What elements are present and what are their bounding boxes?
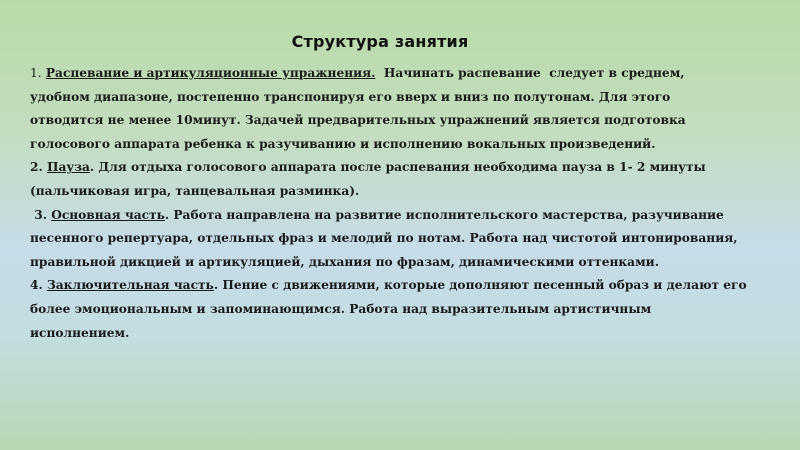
item-text: . Для отдыха голосового аппарата после распевания необходима пауза в 1- 2 минуты xyxy=(89,160,706,175)
text-line-9: правильной дикцией и артикуляцией, дыхания по фразам, динамическими оттенками. xyxy=(30,254,659,269)
item-number: 1. xyxy=(30,66,42,80)
text-line-11: более эмоциональным и запоминающимся. Работа над выразительным артистичным xyxy=(30,301,652,316)
item-heading: Распевание и артикуляционные упражнения. xyxy=(45,66,376,80)
text-line-2: удобном диапазоне, постепенно транспонируя его вверх и вниз по полутонам. Для этого xyxy=(30,89,671,104)
slide-title: Структура занятия xyxy=(291,32,469,51)
slide-body xyxy=(30,62,782,345)
item-number: 2. xyxy=(30,160,43,175)
item-text: . Работа направлена на развитие исполнительского мастерства, разучивание xyxy=(164,207,724,222)
text-line-6: (пальчиковая игра, танцевальная разминка). xyxy=(30,183,360,198)
text-line-5 xyxy=(30,156,782,180)
text-line-1 xyxy=(30,62,782,86)
item-heading: Пауза xyxy=(46,160,90,175)
item-text: . Пение с движениями, которые дополняют песенный образ и делают его xyxy=(213,278,747,293)
text-line-8: песенного репертуара, отдельных фраз и мелодий по нотам. Работа над чистотой интонирования, xyxy=(30,231,738,246)
text-line-3: отводится не менее 10минут. Задачей предварительных упражнений является подготовка xyxy=(30,113,686,128)
text-line-10 xyxy=(30,274,782,298)
item-heading: Заключительная часть xyxy=(46,278,214,293)
item-number: 4. xyxy=(30,278,43,293)
text-line-4: голосового аппарата ребенка к разучиванию и исполнению вокальных произведений. xyxy=(30,136,656,151)
text-line-12: исполнением. xyxy=(30,325,130,340)
item-text: Начинать распевание следует в среднем, xyxy=(375,66,685,80)
item-heading: Основная часть xyxy=(51,207,165,222)
item-number: 3. xyxy=(30,207,47,222)
text-line-7 xyxy=(30,204,782,228)
